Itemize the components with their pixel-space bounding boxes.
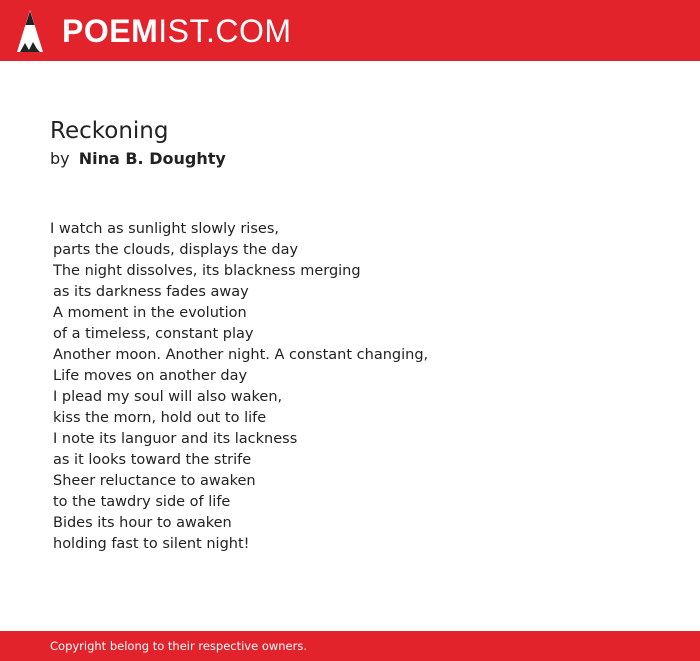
poem-line: I watch as sunlight slowly rises, xyxy=(50,221,279,237)
site-footer xyxy=(0,631,700,661)
brand-light-text: IST.COM xyxy=(158,13,292,49)
poem-line: to the tawdry side of life xyxy=(53,494,231,510)
byline xyxy=(50,148,226,170)
poem-line: as it looks toward the strife xyxy=(53,452,252,468)
copyright-text: Copyright belong to their respective owners. xyxy=(50,639,308,653)
poem-line: I plead my soul will also waken, xyxy=(53,389,283,405)
poem-line: holding fast to silent night! xyxy=(53,536,250,552)
brand-bold-text: POEM xyxy=(62,13,159,49)
poem-line: as its darkness fades away xyxy=(53,284,249,300)
by-label: by xyxy=(50,149,70,168)
poem-line: Sheer reluctance to awaken xyxy=(53,473,256,489)
site-logo[interactable] xyxy=(62,12,292,50)
poem-line: I note its languor and its lackness xyxy=(53,431,298,447)
poem-line: Bides its hour to awaken xyxy=(53,515,232,531)
poem-line: of a timeless, constant play xyxy=(53,326,254,342)
poem-line: Another moon. Another night. A constant changing, xyxy=(53,347,429,363)
author-name: Nina B. Doughty xyxy=(78,149,226,168)
site-header xyxy=(0,0,700,61)
poem-line: kiss the morn, hold out to life xyxy=(53,410,267,426)
poem-line: Life moves on another day xyxy=(53,368,248,384)
poem-line: parts the clouds, displays the day xyxy=(53,242,299,258)
poem-line: The night dissolves, its blackness merging xyxy=(53,263,361,279)
poem-title: Reckoning xyxy=(50,118,169,144)
poem-line: A moment in the evolution xyxy=(53,305,247,321)
poem-body xyxy=(50,219,428,555)
pencil-tip-icon[interactable] xyxy=(17,10,43,52)
